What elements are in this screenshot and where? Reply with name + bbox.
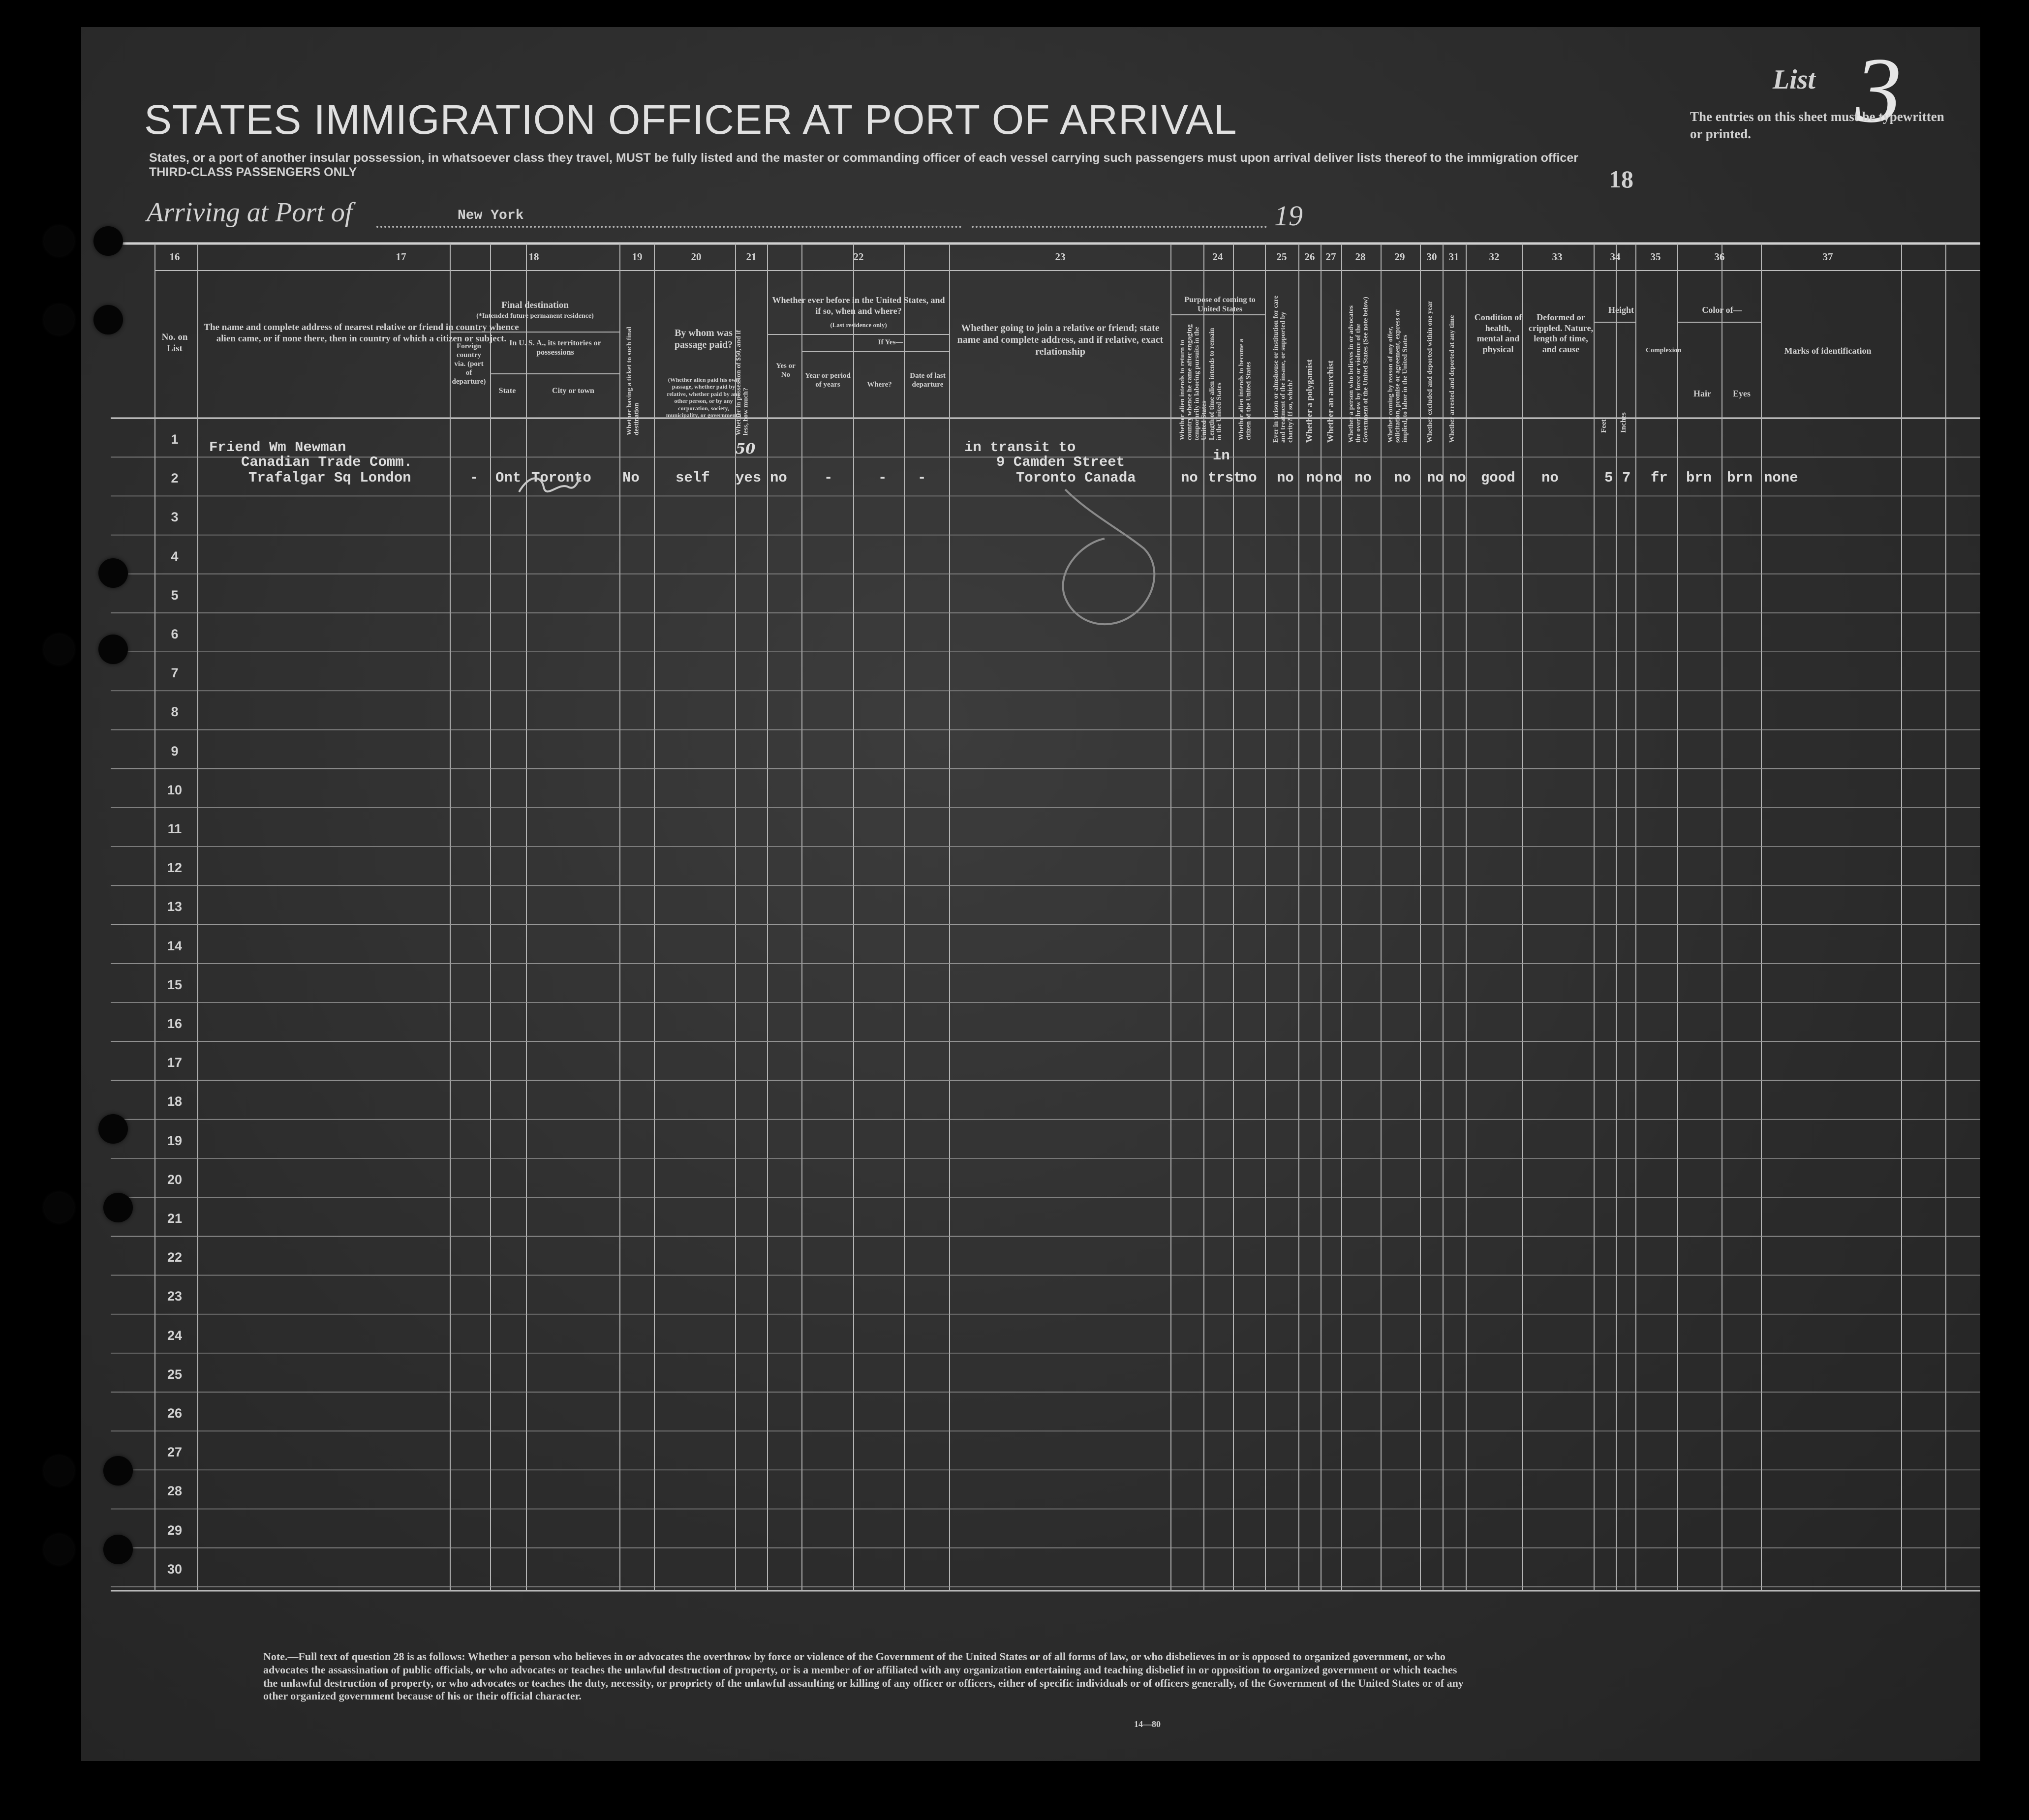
page-title: STATES IMMIGRATION OFFICER AT PORT OF ARRIVAL bbox=[144, 96, 1237, 143]
header-ticket: Whether having a ticket to such final destination bbox=[626, 327, 641, 435]
header-complexion: Complexion bbox=[1646, 347, 1682, 354]
binder-hole bbox=[44, 1535, 74, 1564]
header-yes-no: Yes or No bbox=[776, 362, 796, 379]
row-number: 10 bbox=[167, 782, 183, 797]
header-deformed: Deformed or crippled. Nature, length of time, and cause bbox=[1528, 312, 1594, 354]
entry-join-line-1: in transit to bbox=[964, 439, 1076, 455]
entry-relative-line-2: Canadian Trade Comm. bbox=[241, 454, 413, 470]
header-purpose: Purpose of coming to United States bbox=[1184, 296, 1256, 314]
column-number: 28 bbox=[1355, 251, 1366, 263]
entry-deformed: no bbox=[1541, 470, 1559, 486]
row-number: 22 bbox=[167, 1250, 183, 1265]
header-final-destination: Final destination bbox=[501, 300, 569, 310]
header-feet: Feet bbox=[1600, 419, 1608, 433]
row-number: 23 bbox=[167, 1289, 183, 1304]
entry-relative-line-3: Trafalgar Sq London bbox=[248, 470, 411, 486]
column-number: 30 bbox=[1426, 251, 1437, 263]
binder-hole bbox=[98, 1114, 128, 1144]
column-number: 34 bbox=[1610, 251, 1621, 263]
header-hair: Hair bbox=[1693, 389, 1711, 398]
entry-anarchist: no bbox=[1325, 470, 1342, 486]
entry-ticket: No bbox=[622, 470, 640, 486]
column-number: 18 bbox=[528, 251, 539, 263]
column-number: 24 bbox=[1212, 251, 1223, 263]
header-final-destination-note: (*Intended future permanent residence) bbox=[476, 312, 594, 320]
pencil-scribble bbox=[1045, 485, 1173, 642]
header-no-on-list: No. on List bbox=[161, 332, 188, 354]
row-number: 17 bbox=[167, 1055, 183, 1070]
entry-prison: no bbox=[1277, 470, 1294, 486]
header-passage-note: (Whether alien paid his own passage, whether paid by relative, whether paid by any other person, or by any corporation, society, municipality, or government.) bbox=[666, 376, 741, 419]
column-number: 35 bbox=[1650, 251, 1661, 263]
row-number: 18 bbox=[167, 1094, 183, 1109]
row-number: 29 bbox=[167, 1522, 183, 1538]
header-last-residence: (Last residence only) bbox=[830, 321, 887, 329]
header-excluded: Whether excluded and deported within one year bbox=[1426, 301, 1434, 443]
list-label: List bbox=[1772, 64, 1815, 95]
binder-hole bbox=[98, 635, 128, 664]
column-number: 23 bbox=[1055, 251, 1066, 263]
column-number: 26 bbox=[1304, 251, 1315, 263]
entry-year-period: - bbox=[824, 470, 833, 486]
binder-hole bbox=[44, 635, 74, 664]
port-value: New York bbox=[458, 208, 524, 223]
header-offer-labor: Whether coming by reason of any offer, solicitation, promise or agreement, express or implied, to labor in the United States bbox=[1387, 309, 1409, 443]
entry-city: Toronto bbox=[531, 470, 591, 486]
footer-note: Note.—Full text of question 28 is as follows: Whether a person who believes in or advocates the overthrow by force or violence of the Government of the United States or of all forms of law, or who disbelieves in or is opposed to organized government, or who advocates the assassination of public officials, or who advocates or teaches the unlawful destruction of property, or is a member of or affiliated with any organization entertaining and teaching disbelief in or opposition to organized government or which teaches the unlawful destruction of property, or who advocates or teaches the duty, necessity, or propriety of the unlawful assaulting or killing of any officer or officers, either of specific individuals or of officers generally, of the Government of the United States or of any other organized government because of his or their official character. bbox=[263, 1650, 1464, 1702]
row-number: 1 bbox=[171, 432, 179, 447]
header-arrested: Whether arrested and deported at any time bbox=[1448, 315, 1456, 443]
header-money: Whether in possession of $50, and if less, how much? bbox=[735, 330, 750, 435]
binder-hole bbox=[44, 226, 74, 256]
entry-marks: none bbox=[1764, 470, 1798, 486]
typewritten-note: The entries on this sheet must be typewritten or printed. bbox=[1690, 109, 1944, 142]
year-handwritten: 18 bbox=[1609, 165, 1633, 193]
row-number: 19 bbox=[167, 1133, 183, 1148]
column-number: 36 bbox=[1714, 251, 1725, 263]
entry-become-citizen: no bbox=[1240, 470, 1257, 486]
entry-arrested: no bbox=[1449, 470, 1466, 486]
column-number: 17 bbox=[396, 251, 406, 263]
column-number: 27 bbox=[1325, 251, 1336, 263]
row-number: 16 bbox=[167, 1016, 183, 1031]
header-passage-paid: By whom was passage paid? bbox=[674, 328, 733, 350]
entry-return-intent: no bbox=[1181, 470, 1198, 486]
header-join-relative: Whether going to join a relative or friend; state name and complete address, and if relative, exact relationship bbox=[957, 323, 1164, 357]
entry-where: - bbox=[878, 470, 887, 486]
entry-money: yes bbox=[736, 470, 762, 486]
row-number: 25 bbox=[167, 1366, 183, 1382]
row-number: 4 bbox=[171, 548, 179, 564]
row-number: 21 bbox=[167, 1211, 183, 1226]
row-number: 7 bbox=[171, 666, 179, 681]
entry-relative-line-1: Friend Wm Newman bbox=[209, 439, 346, 455]
entry-paid-by: self bbox=[676, 470, 710, 486]
header-polygamist: Whether a polygamist bbox=[1304, 359, 1314, 443]
row-number: 14 bbox=[167, 938, 183, 953]
column-number: 33 bbox=[1552, 251, 1563, 263]
subtitle-line-2: THIRD-CLASS PASSENGERS ONLY bbox=[149, 165, 357, 179]
binder-hole bbox=[98, 558, 128, 588]
column-number: 19 bbox=[632, 251, 643, 263]
row-number: 28 bbox=[167, 1484, 183, 1499]
header-ever-before: Whether ever before in the United States, and if so, when and where? bbox=[772, 295, 945, 316]
header-color: Color of— bbox=[1702, 305, 1742, 315]
binder-hole bbox=[93, 305, 123, 334]
entry-date-departure: - bbox=[918, 470, 926, 486]
row-number: 12 bbox=[167, 860, 183, 876]
header-length-stay: Length of time alien intends to remain in the United States bbox=[1208, 328, 1223, 440]
row-number: 15 bbox=[167, 977, 183, 992]
year-prefix: 19 bbox=[1274, 200, 1303, 232]
arriving-label: Arriving at Port of bbox=[147, 197, 353, 228]
subtitle-line-1: States, or a port of another insular possession, in whatsoever class they travel, MUST be fully listed and the master or commanding officer of each vessel carrying such passengers must upon arrival deliver lists thereof to the immigration officer bbox=[149, 151, 1578, 165]
entry-polygamist: no bbox=[1306, 470, 1323, 486]
entry-excluded: no bbox=[1427, 470, 1444, 486]
entry-overthrow: no bbox=[1354, 470, 1372, 486]
header-health: Condition of health, mental and physical bbox=[1474, 312, 1522, 354]
form-number: 14—80 bbox=[1134, 1719, 1161, 1729]
column-number: 22 bbox=[853, 251, 864, 263]
header-marks: Marks of identification bbox=[1784, 346, 1872, 356]
header-state: State bbox=[498, 387, 516, 395]
header-foreign-country: Foreign country via. (port of departure) bbox=[452, 342, 486, 386]
binder-hole bbox=[44, 305, 74, 334]
entry-length-stay-1: in bbox=[1213, 448, 1230, 464]
entry-hair: brn bbox=[1686, 470, 1712, 486]
entry-inches: 7 bbox=[1622, 470, 1631, 486]
row-number: 6 bbox=[171, 627, 179, 641]
header-if-yes: If Yes— bbox=[878, 338, 903, 346]
row-number: 2 bbox=[171, 471, 179, 486]
binder-hole bbox=[44, 1193, 74, 1222]
row-number: 20 bbox=[167, 1172, 183, 1187]
column-number: 29 bbox=[1394, 251, 1405, 263]
binder-hole bbox=[103, 1535, 133, 1564]
entry-length-stay-2: trst bbox=[1208, 470, 1242, 486]
entry-money-amount: 50 bbox=[736, 440, 756, 457]
entry-ever-before: no bbox=[770, 470, 787, 486]
binder-hole bbox=[93, 226, 123, 256]
handwritten-annotation bbox=[514, 472, 583, 502]
row-number: 26 bbox=[167, 1406, 183, 1421]
binder-hole bbox=[103, 1193, 133, 1222]
table-grid bbox=[81, 27, 1980, 1761]
column-number: 16 bbox=[169, 251, 180, 263]
entry-join-line-3: Toronto Canada bbox=[1016, 470, 1136, 486]
header-in-usa: In U. S. A., its territories or possessions bbox=[509, 339, 601, 357]
header-return-intent: Whether alien intends to return to country whence he came after engaging temporarily in laboring pursuits in the United States bbox=[1179, 324, 1208, 440]
entry-complexion: fr bbox=[1651, 470, 1668, 486]
header-year-period: Year or period of years bbox=[805, 372, 851, 389]
column-number: 21 bbox=[746, 251, 757, 263]
entry-health: good bbox=[1481, 470, 1515, 486]
entry-feet: 5 bbox=[1604, 470, 1613, 486]
row-number: 5 bbox=[171, 587, 179, 603]
entry-state: Ont bbox=[495, 470, 522, 486]
column-number: 32 bbox=[1489, 251, 1500, 263]
header-become-citizen: Whether alien intends to become a citizen of the United States bbox=[1238, 338, 1253, 440]
binder-hole bbox=[103, 1456, 133, 1486]
column-number: 25 bbox=[1276, 251, 1287, 263]
entry-eyes: brn bbox=[1727, 470, 1753, 486]
column-number: 20 bbox=[691, 251, 702, 263]
entry-join-line-2: 9 Camden Street bbox=[996, 454, 1125, 470]
row-number: 8 bbox=[171, 704, 179, 720]
row-number: 9 bbox=[171, 743, 179, 758]
row-number: 30 bbox=[167, 1561, 183, 1577]
row-number: 13 bbox=[167, 899, 183, 914]
entry-offer-labor: no bbox=[1394, 470, 1411, 486]
header-overthrow: Whether a person who believes in or advocates the overthrow by force or violence of the Government of the United States (See note below) bbox=[1348, 297, 1370, 443]
header-inches: Inches bbox=[1620, 412, 1628, 433]
column-number: 37 bbox=[1822, 251, 1833, 263]
row-number: 11 bbox=[167, 821, 182, 836]
row-number: 27 bbox=[167, 1445, 183, 1460]
row-number: 3 bbox=[171, 510, 179, 525]
header-where: Where? bbox=[867, 381, 892, 389]
header-prison: Ever in prison or almshouse or institution for care and treatment of the insane, or supported by charity? If so, which? bbox=[1272, 296, 1294, 443]
column-number: 31 bbox=[1448, 251, 1459, 263]
header-anarchist: Whether an anarchist bbox=[1325, 360, 1335, 443]
header-height: Height bbox=[1608, 305, 1634, 315]
manifest-sheet bbox=[81, 27, 1980, 1761]
list-number: 3 bbox=[1855, 39, 1902, 142]
header-eyes: Eyes bbox=[1733, 389, 1751, 398]
binder-hole bbox=[44, 1456, 74, 1486]
header-city: City or town bbox=[552, 387, 594, 395]
row-number: 24 bbox=[167, 1328, 183, 1343]
header-date-departure: Date of last departure bbox=[910, 372, 946, 389]
header-relative-friend: The name and complete address of nearest relative or friend in country whence alien came, or if none there, then in country of which a citizen or subject. bbox=[204, 322, 519, 344]
entry-foreign-via: - bbox=[470, 470, 479, 486]
